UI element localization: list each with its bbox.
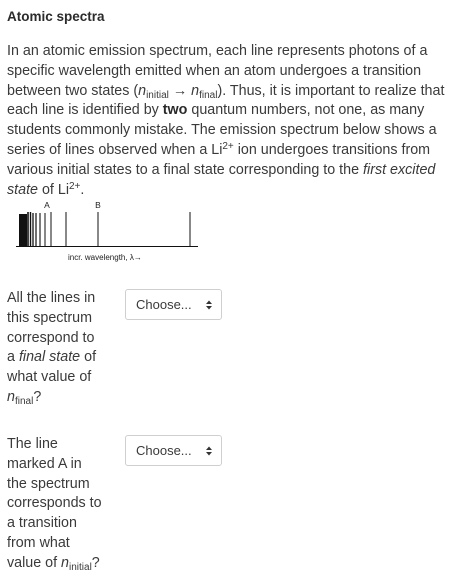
subscript-final: final <box>14 395 34 407</box>
transition-arrow: → <box>168 82 192 99</box>
page-title: Atomic spectra <box>7 9 105 24</box>
line-label-b: B <box>95 200 101 210</box>
intro-text-4: ion undergoes transitions from various initial states to a final state corresponding to the <box>7 141 431 178</box>
intro-paragraph <box>7 42 467 200</box>
n-symbol: n <box>138 82 147 99</box>
intro-text-1: In an atomic emission spectrum, each line represents photons of a specific wavelength emitted when an atom undergoes a transition between two states ( <box>7 43 428 99</box>
intro-text-2: ). Thus, it is important to realize that each line is identified by <box>7 82 445 119</box>
bold-two: two <box>162 102 188 119</box>
n-symbol: n <box>191 82 200 99</box>
q1-text-post: ? <box>33 388 42 405</box>
n-symbol: n <box>61 554 69 571</box>
q1-italic-final-state: final state <box>18 349 81 366</box>
line-label-a: A <box>44 200 50 210</box>
q2-text-post: ? <box>91 554 100 571</box>
italic-first-excited-state: first excited state <box>7 161 436 198</box>
updown-caret-icon <box>205 298 213 312</box>
converging-lines-block <box>19 214 27 246</box>
emission-spectrum-diagram <box>10 196 210 264</box>
intro-text-5: of Li <box>38 181 69 198</box>
q2-text-pre: The line marked A in the spectrum corresponds to a transition from what value of <box>7 436 102 571</box>
initial-state-select[interactable] <box>125 435 222 466</box>
question-final-state <box>7 289 103 408</box>
intro-text-3: quantum numbers, not one, as many students commonly mistake. The emission spectrum below shows a series of lines observed when a Li <box>7 102 437 158</box>
question-initial-state <box>7 435 103 574</box>
q1-text-pre: All the lines in this spectrum correspond to a <box>7 290 96 366</box>
n-symbol: n <box>7 388 15 405</box>
subscript-initial: initial <box>69 561 92 573</box>
intro-text-6: . <box>80 181 85 198</box>
select-value: Choose... <box>136 297 192 312</box>
charge-superscript-2: 2+ <box>69 180 81 192</box>
select-value: Choose... <box>136 443 192 458</box>
updown-caret-icon <box>205 444 213 458</box>
final-state-select[interactable] <box>125 289 222 320</box>
q1-text-mid: of what value of <box>7 349 97 386</box>
subscript-final: final <box>199 89 218 101</box>
charge-superscript: 2+ <box>222 140 234 152</box>
wavelength-axis-label: incr. wavelength, λ→ <box>68 253 142 262</box>
subscript-initial: initial <box>146 89 169 101</box>
